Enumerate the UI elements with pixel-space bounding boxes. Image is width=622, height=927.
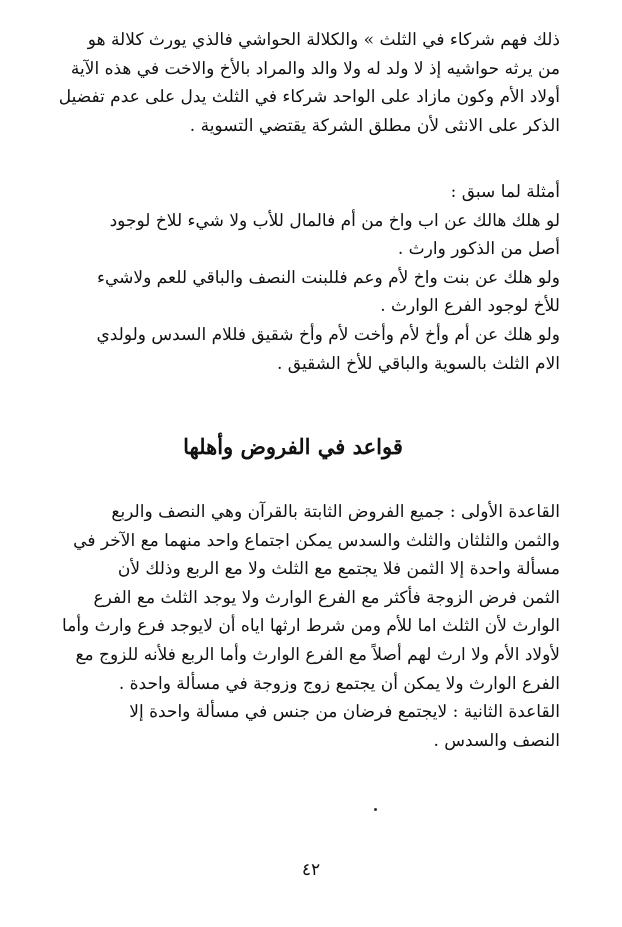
text-line: ولو هلك عن بنت واخ لأم وعم فللبنت النصف والباقي للعم ولاشيء [96,267,560,288]
text-line: مسألة واحدة إلا الثمن فلا يجتمع مع الثلث ولا مع الربع وذلك لأن [117,559,560,580]
text-line: أولاد الأم وكون مازاد على الواحد شركاء في الثلث يدل على عدم تفضيل [58,87,560,108]
intro-paragraph [26,26,560,140]
text-line: الثمن فرض الزوجة فأكثر مع الفرع الوارث ولا يوجد الثلث مع الفرع [93,587,560,608]
ink-dot [374,808,377,811]
text-line: والثمن والثلثان والثلث والسدس يمكن اجتماع واحد منهما مع الآخر في [73,530,560,551]
text-line: أصل من الذكور وارث . [397,239,560,260]
rules-section [26,498,560,755]
section-heading: قواعد في الفروض وأهلها [183,434,403,459]
text-line: ذلك فهم شركاء في الثلث » والكلالة الحواشي فالذي يورث كلالة هو [87,30,560,50]
text-line: ولو هلك عن أم وأخ لأم وأخت لأم وأخ شقيق فللام السدس ولولدي [96,324,560,345]
text-line: الام الثلث بالسوية والباقي للأخ الشقيق . [277,353,560,374]
text-line: القاعدة الأولى : جميع الفروض الثابتة بالقرآن وهي النصف والربع [111,502,560,522]
text-line: الوارث لأن الثلث اما للأم ومن شرط ارثها اياه أن لايوجد فرع وارث وأما [62,616,560,637]
examples-section [26,178,560,378]
text-line: الذكر على الانثى لأن مطلق الشركة يقتضي التسوية . [189,115,560,136]
page-number: ٤٢ [301,860,321,880]
text-line: لو هلك هالك عن اب واخ من أم فالمال للأب ولا شيء للاخ لوجود [109,210,560,231]
text-line: الفرع الوارث ولا يمكن أن يجتمع زوج وزوجة في مسألة واحدة . [118,673,560,694]
examples-title: أمثلة لما سبق : [450,182,560,202]
text-line: للأخ لوجود الفرع الوارث . [380,296,560,317]
text-line: لأولاد الأم ولا ارث لهم أصلاً مع الفرع الوارث وأما الربع فلأنه للزوج مع [75,644,560,665]
text-line: النصف والسدس . [433,730,560,751]
text-line: القاعدة الثانية : لايجتمع فرضان من جنس في مسألة واحدة إلا [129,702,560,723]
text-line: من يرثه حواشيه إذ لا ولد له ولا والد والمراد بالأخ والاخت في هذه الآية [70,58,560,79]
